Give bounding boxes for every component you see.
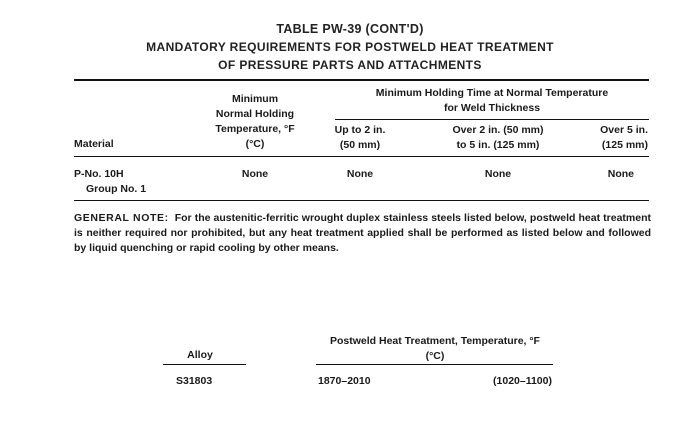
pwht-temperature-c: (1020–1100) [493, 375, 552, 387]
group-header-rule [335, 119, 649, 120]
alloy-header-rule [163, 364, 246, 365]
header-up-to-2-in: Up to 2 in. (50 mm) [334, 124, 386, 151]
table-number: TABLE PW-39 (CONT'D) [276, 22, 424, 36]
header-holding-time-group: Minimum Holding Time at Normal Temperature for Weld Thickness [375, 87, 609, 114]
general-note-text: For the austenitic-ferritic wrought duplex stainless steels listed below, postweld heat treatment is neither required nor prohibited, but any heat treatment applied shall be performed as listed below and followed by liquid quenching or rapid cooling by other means. [74, 212, 652, 254]
header-over-5-in: Over 5 in. (125 mm) [600, 124, 648, 151]
pwht-temperature-f: 1870–2010 [318, 375, 371, 387]
row-up-to-2-in: None [346, 168, 374, 180]
general-note [74, 211, 651, 256]
header-over-2-to-5-in: Over 2 in. (50 mm) to 5 in. (125 mm) [452, 124, 544, 151]
alloy-header: Alloy [187, 349, 213, 361]
pwht-header-rule [316, 364, 553, 365]
pwht-header: Postweld Heat Treatment, Temperature, °F (°C) [330, 335, 540, 362]
table-bottom-rule [74, 200, 649, 201]
general-note-label: GENERAL NOTE: [74, 212, 169, 224]
row-over-5-in: None [607, 168, 634, 180]
table-top-rule [74, 79, 649, 81]
table-title-line-1: MANDATORY REQUIREMENTS FOR POSTWELD HEAT TREATMENT [146, 40, 554, 54]
header-min-temperature: Minimum Normal Holding Temperature, °F (°C) [215, 93, 295, 150]
row-material: P-No. 10H Group No. 1 [74, 168, 147, 195]
row-min-temperature: None [241, 168, 269, 180]
alloy-value: S31803 [176, 375, 213, 387]
header-material: Material [74, 138, 114, 150]
table-title-line-2: OF PRESSURE PARTS AND ATTACHMENTS [218, 58, 482, 72]
header-bottom-rule [74, 156, 649, 157]
row-over-2-to-5-in: None [484, 168, 512, 180]
